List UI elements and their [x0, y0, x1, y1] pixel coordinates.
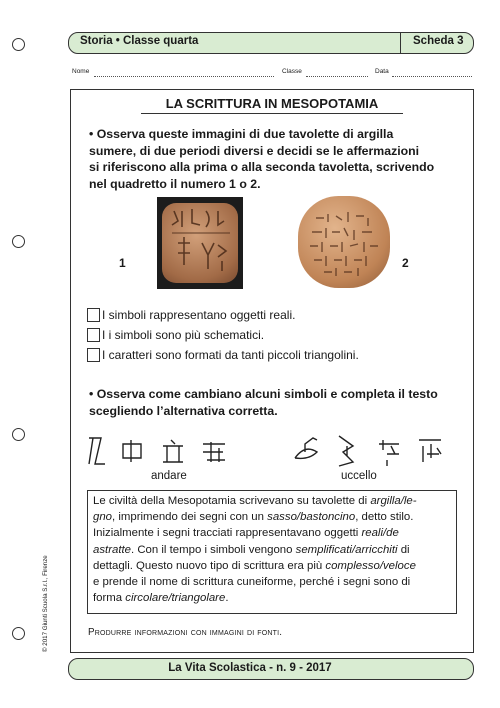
instruction-1-line: si riferiscono alla prima o alla seconda tavoletta, scrivendo — [89, 160, 435, 174]
title-underline — [141, 113, 403, 114]
tablet-1-image — [157, 197, 243, 289]
statement-3-text: I caratteri sono formati da tanti piccoli triangolini. — [102, 348, 359, 362]
name-field[interactable] — [94, 76, 274, 77]
choice-reali-astratte[interactable]: reali/de — [361, 527, 399, 540]
binder-hole — [12, 38, 25, 51]
class-label: Classe — [282, 68, 302, 75]
text-line-4: astratte. Con il tempo i simboli vengono semplificati/arricchiti di — [93, 543, 410, 556]
text-line-5: dettagli. Questo nuovo tipo di scrittura era più complesso/veloce — [93, 559, 416, 572]
text-line-7: forma circolare/triangolare. — [93, 592, 229, 605]
statement-2-text: I i simboli sono più schematici. — [102, 328, 265, 342]
binder-hole — [12, 235, 25, 248]
uccello-symbols-icon — [291, 432, 453, 470]
choice-sasso-bastoncino[interactable]: sasso/bastoncino — [267, 511, 356, 524]
choice-circolare-triangolare[interactable]: circolare/triangolare — [125, 592, 226, 605]
choice-argilla-legno[interactable]: argilla/le- — [370, 495, 417, 507]
header-divider — [400, 33, 401, 53]
tablet-2-image — [298, 196, 390, 288]
sheet-number: Scheda 3 — [413, 35, 464, 47]
name-label: Nome — [72, 68, 90, 75]
text-line-2: gno, imprimendo dei segni con un sasso/bastoncino, detto stilo. — [93, 511, 414, 524]
statement-1-text: I simboli rappresentano oggetti reali. — [102, 308, 296, 322]
binder-hole — [12, 428, 25, 441]
instruction-1 — [89, 126, 459, 192]
statement-2-checkbox[interactable] — [87, 328, 100, 342]
text-line-6: e prende il nome di scrittura cuneiforme, perché i segni sono di — [93, 576, 411, 589]
date-label: Data — [375, 68, 389, 75]
text-line-3: Inizialmente i segni tracciati rappresentavano oggetti reali/de — [93, 527, 399, 540]
andare-symbols-icon — [85, 434, 245, 470]
choice-reali-astratte-cont[interactable]: astratte — [93, 543, 131, 556]
instruction-1-line: sumere, di due periodi diversi e decidi se le affermazioni — [89, 143, 420, 158]
choice-complesso-veloce[interactable]: complesso/veloce — [325, 559, 416, 572]
andare-caption: andare — [151, 470, 187, 482]
choice-semplificati-arricchiti[interactable]: semplificati/arricchiti — [295, 543, 398, 556]
copyright-text: © 2017 Giunti Scuola S.r.l., Firenze — [42, 555, 49, 652]
instruction-1-line: • Osserva queste immagini di due tavolette di argilla — [89, 127, 394, 141]
choice-argilla-legno-cont[interactable]: gno — [93, 511, 113, 524]
class-field[interactable] — [306, 76, 368, 77]
footer-text: La Vita Scolastica - n. 9 - 2017 — [168, 662, 332, 674]
cloze-text-box — [87, 490, 457, 614]
worksheet-title: LA SCRITTURA IN MESOPOTAMIA — [165, 96, 379, 111]
tablet-2-number: 2 — [402, 256, 409, 270]
tablet-1-number: 1 — [119, 256, 126, 270]
date-field[interactable] — [392, 76, 472, 77]
statement-3-checkbox[interactable] — [87, 348, 100, 362]
instruction-2-line: scegliendo l’alternativa corretta. — [89, 403, 278, 418]
text-line-1: Le civiltà della Mesopotamia scrivevano su tavolette di argilla/le- — [93, 495, 417, 507]
binder-hole — [12, 627, 25, 640]
subject-label: Storia • Classe quarta — [80, 35, 199, 47]
instruction-2-line: • Osserva come cambiano alcuni simboli e completa il testo — [89, 387, 438, 401]
instruction-2 — [89, 386, 459, 419]
instruction-1-line: nel quadretto il numero 1 o 2. — [89, 176, 261, 191]
statement-1-checkbox[interactable] — [87, 308, 100, 322]
skill-objective: Produrre informazioni con immagini di fonti. — [88, 627, 283, 638]
worksheet-frame — [70, 89, 474, 653]
uccello-caption: uccello — [341, 470, 377, 482]
